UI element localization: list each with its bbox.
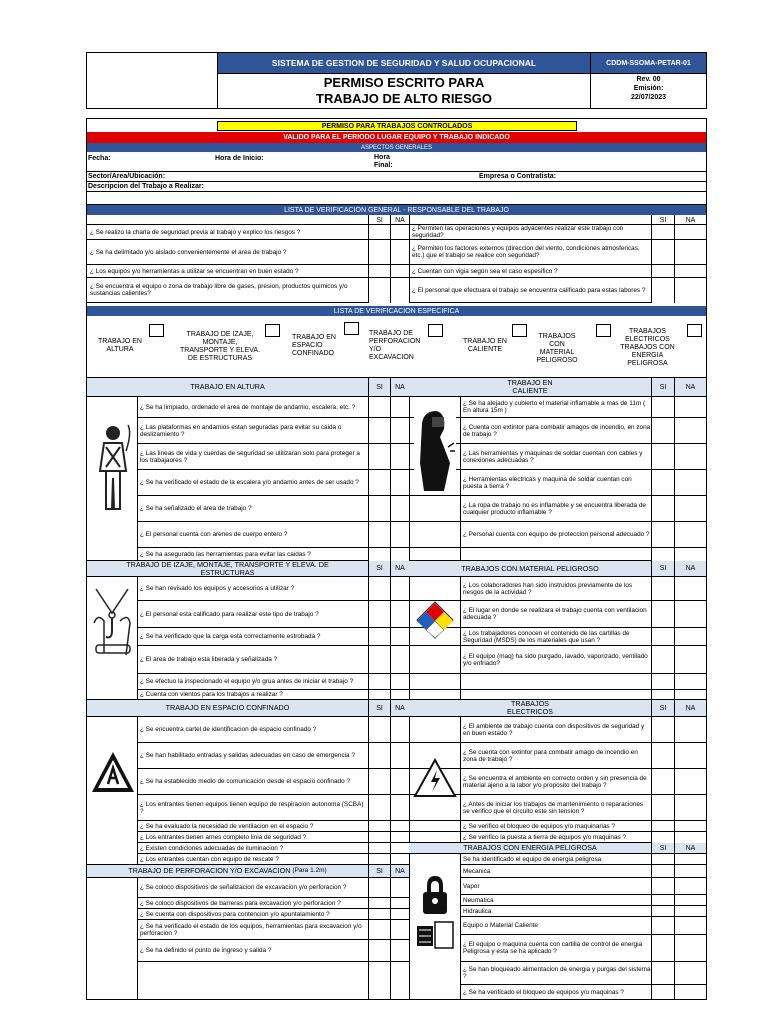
energia-item: Se ha identificado el equipo de energia peligrosa <box>460 854 651 865</box>
caliente-item: ¿ Se ha alejado y cubierto el material inflamable a mas de 11m ( En altura 15m ) <box>460 397 651 418</box>
general-check-item: ¿ Los equipos y/o herramientas a utilizar se encuentran en buen estado ? <box>87 265 368 278</box>
electricos-item: ¿ Se encuentra el ambiente en correcto orden y sin presencia de material ajeno a la labor y/o proposito del trabajo ? <box>460 769 651 795</box>
na-header: NA <box>390 700 409 717</box>
work-type-caliente: TRABAJO EN CALIENTE <box>463 338 507 353</box>
empresa-label: Empresa o Contratista: <box>479 173 557 180</box>
crane-hook-icon <box>90 583 135 663</box>
caliente-item: ¿ Las herramientas y maquinas de soldar cuentan con cables y conexiones adecuadas ? <box>460 444 651 470</box>
confinado-item: ¿ Se han habilitado entradas y salidas adecuadas en caso de emergencia ? <box>137 743 368 769</box>
perforacion-section-title <box>87 865 368 878</box>
welder-icon <box>414 403 456 493</box>
energia-item: Equipo o Material Caliente <box>460 917 651 935</box>
energia-section-title: TRABAJOS CON ENERGIA PELIGROSA <box>409 843 651 854</box>
controlados-banner: PERMISO PARA TRABAJOS CONTROLADOS <box>217 121 577 131</box>
fecha-label: Fecha: <box>88 155 111 162</box>
energia-item: Hidraulica <box>460 906 651 917</box>
altura-section-title: TRABAJO EN ALTURA <box>87 378 368 397</box>
energia-item: Mecanica <box>460 865 651 878</box>
confined-space-warning-icon <box>90 750 136 794</box>
na-header: NA <box>674 215 706 225</box>
caliente-item: ¿ Herramientas electricas y maquina de soldar cuentan con puesta a tierra ? <box>460 470 651 496</box>
confinado-item: ¿ Se ha evaluado la necesidad de ventilacion en el espacio ? <box>137 821 368 832</box>
na-header: NA <box>390 865 409 878</box>
confinado-item: ¿ Los entrantes tienen arnes completo linia de seguridad ? <box>137 832 368 843</box>
system-title: SISTEMA DE GESTION DE SEGURIDAD Y SALUD OCUPACIONAL <box>218 53 590 73</box>
caliente-item: ¿ Cuenta con extintor para combatir amagos de incendio, en zona de trabajo ? <box>460 418 651 444</box>
confinado-section-title: TRABAJO EN ESPACIO CONFINADO <box>87 700 368 717</box>
na-header: NA <box>674 561 706 577</box>
electricos-item: ¿ El ambiente de trabajo cuenta con dispositivos de seguridad y en buen estado ? <box>460 717 651 743</box>
perforacion-item: ¿ Se ha verificado el estado de los equipos, herramientas para excavacion y/o perforacion ? <box>137 920 368 940</box>
confinado-item: ¿ Se ha establecido medio de comunicación desde el espacio confinado ? <box>137 769 368 795</box>
general-check-item: ¿ Se ha delimitado y/o aislado convenientemente el area de trabajo ? <box>87 240 368 265</box>
lista-general-title: LISTA DE VERIFICACION GENERAL - RESPONSABLE DEL TRABAJO <box>87 205 706 215</box>
na-header: NA <box>674 843 706 854</box>
perforacion-item: ¿ Se coloco dispositivos de barreras para excavacion y/o perforacion ? <box>137 898 368 909</box>
electricos-item: ¿ Antes de iniciar los trabajos de mantenimiento o reparaciones se verifico que el circuito este sin tension ? <box>460 795 651 821</box>
electricos-section-title: TRABAJOS ELECTRICOS <box>409 700 651 717</box>
lista-especifica-title: LISTA DE VERIFICACION ESPECIFICA <box>87 306 706 316</box>
na-header: NA <box>390 378 409 397</box>
si-header: SI <box>651 700 674 717</box>
altura-item: ¿ Se ha asegurado las herramientas para evitar las caidas ? <box>137 548 368 561</box>
izaje-item: ¿ Cuenta con vientos para los trabajos a realizar ? <box>137 690 368 700</box>
izaje-checkbox[interactable] <box>265 324 280 337</box>
si-header: SI <box>651 378 674 397</box>
work-type-material: TRABAJOS CON MATERIAL PELIGROSO <box>536 333 578 364</box>
hazmat-diamond-icon <box>415 600 455 640</box>
detail-grid <box>87 378 706 999</box>
general-check-item: ¿ Cuentan con vigia según sea el caso espesifico ? <box>409 265 651 278</box>
caliente-item: ¿ La ropa de trabajo no es inflamable y se encuentra liberada de cualquier producto inflamable ? <box>460 496 651 522</box>
si-header: SI <box>368 700 390 717</box>
material-item: ¿ El lugar en donde se realizara el trabajo cuenta con ventilacion adecuada ? <box>460 601 651 628</box>
sector-label: Sector/Area/Ubicación: <box>88 173 166 180</box>
header-box <box>86 52 707 109</box>
aspectos-banner: ASPECTOS GENERALES <box>87 143 706 152</box>
electricos-item: ¿ Se verifico la puesta a tierra de equipos y/o maquinas ? <box>460 832 651 843</box>
descripcion-label: Descripcion del Trabajo a Realizar: <box>88 183 204 190</box>
general-checklist <box>87 215 706 303</box>
confinado-item: ¿ Se encuentra cartel de identificacion de espacio confinado ? <box>137 717 368 743</box>
revision: Rev. 00 <box>636 76 661 83</box>
perforacion-title: TRABAJO DE PERFORACION Y/O EXCAVACION <box>128 866 291 875</box>
general-check-item: ¿ Se realizo la charla de seguridad previa al trabajo y explico los riesgos ? <box>87 225 368 240</box>
na-header: NA <box>390 215 409 225</box>
izaje-item: ¿ Se efectuo la inspecionado el equipo y/o grua antes de iniciar el trabajo ? <box>137 674 368 690</box>
electric-warning-icon <box>413 758 457 798</box>
si-header: SI <box>368 561 390 577</box>
energia-item: ¿ El equipo o maquina cuenta con cartilla de control de energia Peligrosa y esta se ha aplicado ? <box>460 935 651 962</box>
si-header: SI <box>651 561 674 577</box>
confinado-item: ¿ Los entrantes tienen equipos tienen equipo de respiracion autonoma (SCBA) ? <box>137 795 368 821</box>
caliente-item: ¿ Personal cuenta con equipo de proteccion personal adecuado ? <box>460 522 651 548</box>
altura-item: ¿ Se ha señalizado el area de trabajo ? <box>137 496 368 522</box>
work-type-altura: TRABAJO EN ALTURA <box>98 338 142 353</box>
izaje-item: ¿ El area de trabajo esta liberada y señalizada ? <box>137 646 368 674</box>
general-check-item: ¿ Permiten los factores externos (direccion del viento, condiciones atmosfericas, etc.) que el trabajo se realice con seguridad? <box>409 240 651 265</box>
emision-label: Emisión: <box>633 85 664 92</box>
material-section-title: TRABAJOS CON MATERIAL PELIGROSO <box>409 561 651 577</box>
page-title: PERMISO ESCRITO PARA TRABAJO DE ALTO RIESGO <box>316 75 492 106</box>
altura-item: ¿ Las lineas de vida y cuerdas de seguridad se utilizaran solo para proteger a los trabajaores ? <box>137 444 368 470</box>
perforacion-checkbox[interactable] <box>428 324 443 337</box>
lockout-icon <box>413 872 457 956</box>
permit-form <box>86 118 707 1000</box>
confinado-item: ¿ Existen condiciones adecuadas de iluminacion ? <box>137 843 368 854</box>
perforacion-item: ¿ Se cuenta con dispositivos para contencion y/o apuntalamiento ? <box>137 909 368 920</box>
perforacion-title-note: (Para 1.2m) <box>292 867 327 874</box>
si-header: SI <box>651 843 674 854</box>
altura-item: ¿ El personal cuenta con arenes de cuerpo entero ? <box>137 522 368 548</box>
hora-final-label: Hora Final: <box>374 154 393 169</box>
na-header: NA <box>674 700 706 717</box>
caliente-checkbox[interactable] <box>512 324 527 337</box>
confinado-item: ¿ Los entrantes cuentan con equipo de rescate ? <box>137 854 368 865</box>
electricos-item: ¿ Se cuenta con extintor para combatir amago de incendio en zona de trabajo ? <box>460 743 651 769</box>
si-header: SI <box>368 215 390 225</box>
izaje-item: ¿ Se han revisado los equipos y accesorios a utilizar ? <box>137 577 368 601</box>
material-checkbox[interactable] <box>596 324 611 337</box>
na-header: NA <box>390 561 409 577</box>
harness-worker-icon <box>92 423 134 513</box>
izaje-item: ¿ El personal esta calificado para realizar este tipo de trabajo ? <box>137 601 368 628</box>
altura-item: ¿ Las plataformas en andamios estan seguradas para evitar su caida o deslizamiento ? <box>137 418 368 444</box>
hora-inicio-label: Hora de Inicio: <box>215 155 264 162</box>
work-type-perforacion: TRABAJO DE PERFORACION Y/O EXCAVACION <box>369 330 421 361</box>
document-code: CDDM-SSOMA-PETAR-01 <box>591 53 706 73</box>
general-check-item: ¿ Se encuentra el equipo o zona de trabajo libre de gases, presion, productos quimicos y/o sustancias calientes? <box>87 278 368 303</box>
confinado-checkbox[interactable] <box>344 322 359 335</box>
energia-item: Vapor <box>460 878 651 895</box>
si-header: SI <box>651 215 674 225</box>
altura-checkbox[interactable] <box>149 324 164 337</box>
work-type-electricos: TRABAJOS ELECTRICOS TRABAJOS CON ENERGIA PELIGROSA <box>620 328 675 367</box>
work-type-confinado: TRABAJO EN ESPACIO CONFINADO <box>292 334 336 357</box>
general-check-item: ¿ Permiten las operaciones y equipos adyacentes realizar este trabajo con seguridad? <box>409 225 651 240</box>
altura-item: ¿ Se ha limpiado, ordenado el area de montaje de andamio, escalera, etc. ? <box>137 397 368 418</box>
energia-item: Neumatica <box>460 895 651 906</box>
si-header: SI <box>368 865 390 878</box>
electricos-item: ¿ Se verifico el bloqueo de equipos y/o maquinarias ? <box>460 821 651 832</box>
altura-item: ¿ Se ha verificado el estado de la escalera y/o andamio antes de ser usado ? <box>137 470 368 496</box>
material-item: ¿ Los trabajadores conocen el contenido de las cartillas de Seguridad (MSDS) de los materiales que usan ? <box>460 628 651 646</box>
si-header: SI <box>368 378 390 397</box>
izaje-item: ¿ Se ha verificado que la carga está correctamente estrobada ? <box>137 628 368 646</box>
emision-date: 22/07/2023 <box>630 94 667 101</box>
energia-item: ¿ Se ha verificado el bloqueo de equipos y/o maquinas ? <box>463 988 624 996</box>
electricos-checkbox[interactable] <box>687 324 702 337</box>
material-item: ¿ El equipo (maq) ha sido purgado, lavado, vaporizado, ventilado y/o enfriado? <box>460 646 651 674</box>
izaje-section-title: TRABAJO DE IZAJE, MONTAJE, TRANSPORTE Y ELEVA. DE ESTRUCTURAS <box>87 561 368 577</box>
work-type-selector <box>87 316 706 378</box>
perforacion-item: ¿ Se ha definido el punto de ingreso y salida ? <box>137 940 368 962</box>
general-check-item: ¿ El personal que efectuara el trabajo se encuentra calificado para estas labores ? <box>409 278 651 303</box>
na-header: NA <box>674 378 706 397</box>
caliente-section-title: TRABAJO EN CALIENTE <box>409 378 651 397</box>
perforacion-item <box>137 962 368 999</box>
work-type-izaje: TRABAJO DE IZAJE, MONTAJE, TRANSPORTE Y ELEVA. DE ESTRUCTURAS <box>180 331 261 362</box>
energia-item: ¿ Se han bloqueado alimentacion de energia y purgas del sistema ? <box>460 962 651 985</box>
perforacion-item: ¿ Se coloco dispositivos de señalizacion de excavacion y/o perforacion ? <box>137 878 368 898</box>
material-item: ¿ Los colaboradores han sido instruidos previamente de los riesgos de la actividad ? <box>460 577 651 601</box>
valido-banner: VALIDO PARA EL PERIODO LUGAR EQUIPO Y TRABAJO INDICADO <box>87 132 706 143</box>
